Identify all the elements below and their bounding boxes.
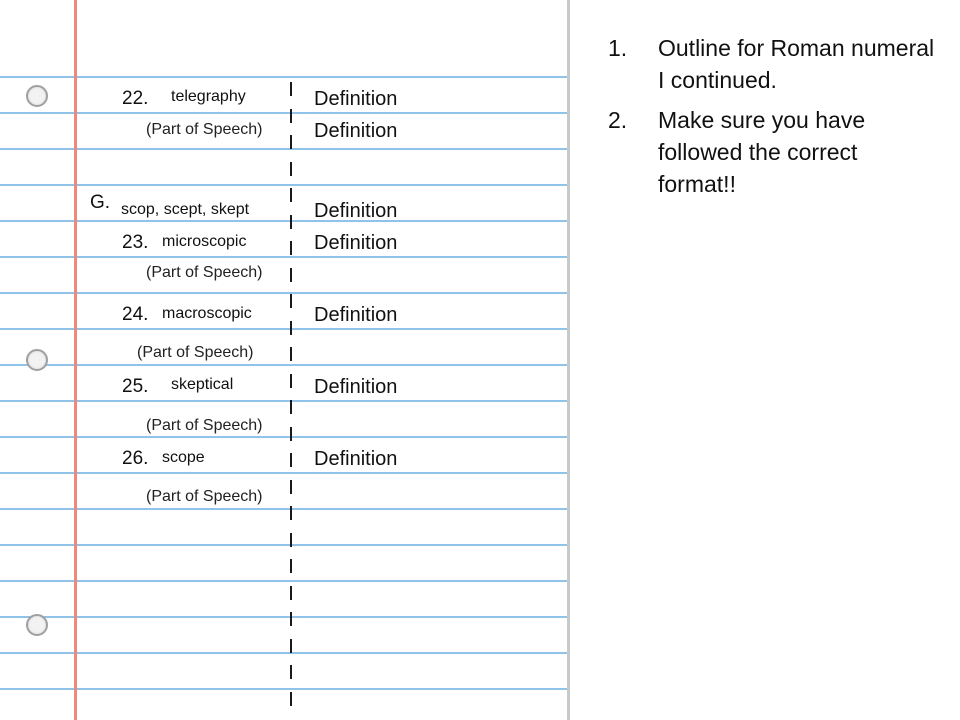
divider-dash <box>290 82 292 96</box>
instruction-item <box>608 32 938 96</box>
divider-dash <box>290 294 292 308</box>
ruled-line <box>0 580 567 582</box>
divider-dash <box>290 612 292 626</box>
divider-dash <box>290 241 292 255</box>
definition-label: Definition <box>314 200 398 222</box>
divider-dash <box>290 639 292 653</box>
definition-label: Definition <box>314 120 398 142</box>
divider-dash <box>290 162 292 176</box>
divider-dash <box>290 188 292 202</box>
ruled-line <box>0 256 567 258</box>
definition-label: Definition <box>314 448 398 470</box>
vocab-word: macroscopic <box>162 305 252 322</box>
definition-label: Definition <box>314 376 398 398</box>
ruled-line <box>0 220 567 222</box>
binder-hole-icon <box>26 85 48 107</box>
entry-number: 26. <box>122 448 149 469</box>
definition-label: Definition <box>314 304 398 326</box>
divider-dash <box>290 559 292 573</box>
definition-label: Definition <box>314 232 398 254</box>
entry-number: 22. <box>122 88 149 109</box>
ruled-line <box>0 544 567 546</box>
divider-dash <box>290 533 292 547</box>
ruled-line <box>0 508 567 510</box>
ruled-line <box>0 688 567 690</box>
part-of-speech: (Part of Speech) <box>146 417 263 434</box>
part-of-speech: (Part of Speech) <box>137 344 254 361</box>
divider-dash <box>290 347 292 361</box>
instruction-number: 1. <box>608 35 628 61</box>
vocab-word: telegraphy <box>171 88 246 105</box>
ruled-line <box>0 436 567 438</box>
binder-hole-icon <box>26 614 48 636</box>
divider-dash <box>290 321 292 335</box>
part-of-speech: (Part of Speech) <box>146 264 263 281</box>
margin-line <box>74 0 77 720</box>
ruled-line <box>0 652 567 654</box>
ruled-line <box>0 76 567 78</box>
instruction-list <box>608 32 938 208</box>
divider-dash <box>290 692 292 706</box>
instruction-number: 2. <box>608 107 628 133</box>
instruction-item <box>608 104 938 200</box>
binder-hole-icon <box>26 349 48 371</box>
divider-dash <box>290 135 292 149</box>
instruction-text: Outline for Roman numeral I continued. <box>658 35 935 93</box>
instruction-text: Make sure you have followed the correct format!! <box>658 107 866 197</box>
divider-dash <box>290 453 292 467</box>
divider-dash <box>290 506 292 520</box>
ruled-line <box>0 472 567 474</box>
divider-dash <box>290 427 292 441</box>
ruled-line <box>0 328 567 330</box>
vocab-word: skeptical <box>171 376 234 393</box>
divider-dash <box>290 400 292 414</box>
group-letter: G. <box>90 192 111 213</box>
definition-label: Definition <box>314 88 398 110</box>
root-list: scop, scept, skept <box>121 201 250 218</box>
ruled-line <box>0 400 567 402</box>
divider-dash <box>290 109 292 123</box>
divider-dash <box>290 480 292 494</box>
ruled-line <box>0 616 567 618</box>
entry-number: 23. <box>122 232 149 253</box>
ruled-line <box>0 292 567 294</box>
vocab-word: scope <box>162 449 205 466</box>
divider-dash <box>290 268 292 282</box>
divider-dash <box>290 586 292 600</box>
ruled-line <box>0 184 567 186</box>
ruled-line <box>0 364 567 366</box>
ruled-line <box>0 148 567 150</box>
divider-dash <box>290 665 292 679</box>
entry-number: 24. <box>122 304 149 325</box>
part-of-speech: (Part of Speech) <box>146 121 263 138</box>
entry-number: 25. <box>122 376 149 397</box>
divider-dash <box>290 374 292 388</box>
vocab-word: microscopic <box>162 233 247 250</box>
ruled-line <box>0 112 567 114</box>
divider-dash <box>290 215 292 229</box>
part-of-speech: (Part of Speech) <box>146 488 263 505</box>
